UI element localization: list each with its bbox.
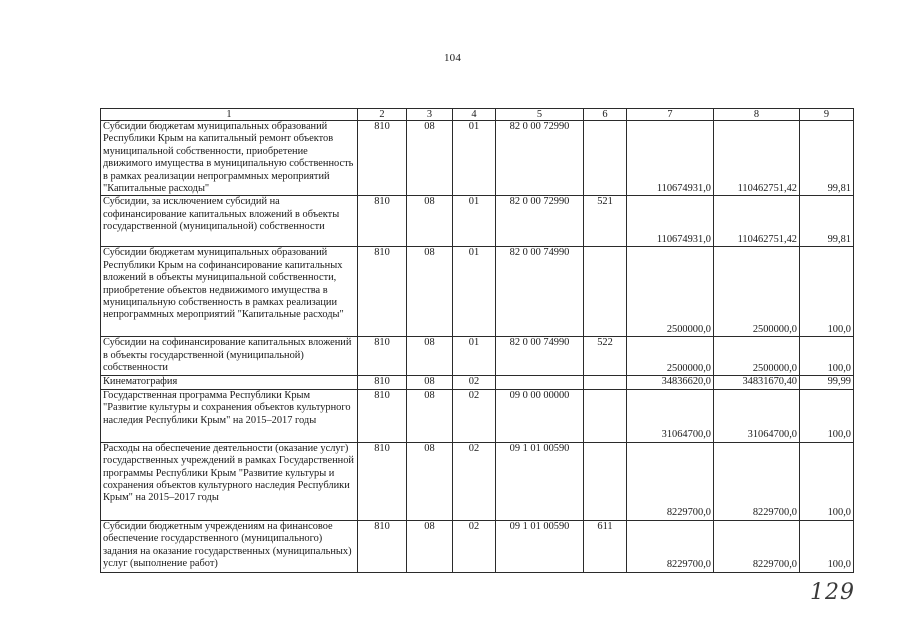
- column-header: 6: [584, 109, 627, 121]
- execution-percent: 99,99: [800, 376, 854, 389]
- row-name: Субсидии бюджетам муниципальных образований Республики Крым на софинансирование капитальных вложений в объекты муниципальной собственности, приобретение объектов недвижимого имущества в муниципальную собственность в рамках реализации непрограммных мероприятий "Капитальные расходы": [101, 247, 358, 337]
- section-code: 08: [407, 376, 453, 389]
- expense-type-code: [584, 247, 627, 337]
- ministry-code: 810: [358, 196, 407, 247]
- planned-amount: 2500000,0: [627, 337, 714, 376]
- section-code: 08: [407, 337, 453, 376]
- subsection-code: 02: [453, 442, 496, 520]
- budget-table: [100, 108, 854, 573]
- section-code: 08: [407, 442, 453, 520]
- expense-type-code: [584, 376, 627, 389]
- execution-percent: 100,0: [800, 389, 854, 442]
- column-header: 2: [358, 109, 407, 121]
- table-row: [101, 520, 854, 572]
- column-header: 5: [496, 109, 584, 121]
- ministry-code: 810: [358, 442, 407, 520]
- planned-amount: 2500000,0: [627, 247, 714, 337]
- expense-type-code: [584, 389, 627, 442]
- row-name: Субсидии на софинансирование капитальных вложений в объекты государственной (муниципальной) собственности: [101, 337, 358, 376]
- table-row: [101, 337, 854, 376]
- expense-type-code: 521: [584, 196, 627, 247]
- row-name: Кинематография: [101, 376, 358, 389]
- subsection-code: 01: [453, 247, 496, 337]
- expense-type-code: 522: [584, 337, 627, 376]
- subsection-code: 02: [453, 376, 496, 389]
- executed-amount: 2500000,0: [714, 337, 800, 376]
- ministry-code: 810: [358, 520, 407, 572]
- target-article-code: 82 0 00 74990: [496, 247, 584, 337]
- table-row: [101, 376, 854, 389]
- column-header: 7: [627, 109, 714, 121]
- target-article-code: 82 0 00 72990: [496, 121, 584, 196]
- executed-amount: 8229700,0: [714, 520, 800, 572]
- executed-amount: 31064700,0: [714, 389, 800, 442]
- column-header: 1: [101, 109, 358, 121]
- column-header: 4: [453, 109, 496, 121]
- column-header: 3: [407, 109, 453, 121]
- target-article-code: [496, 376, 584, 389]
- executed-amount: 110462751,42: [714, 196, 800, 247]
- row-name: Субсидии, за исключением субсидий на софинансирование капитальных вложений в объекты государственной (муниципальной) собственности: [101, 196, 358, 247]
- planned-amount: 8229700,0: [627, 520, 714, 572]
- section-code: 08: [407, 520, 453, 572]
- row-name: Расходы на обеспечение деятельности (оказание услуг) государственных учреждений в рамках Государственной программы Республики Крым "Развитие культуры и сохранения объектов культурного наследия Республики Крым" на 2015–2017 годы: [101, 442, 358, 520]
- column-header: 9: [800, 109, 854, 121]
- subsection-code: 02: [453, 520, 496, 572]
- expense-type-code: [584, 121, 627, 196]
- subsection-code: 01: [453, 337, 496, 376]
- planned-amount: 110674931,0: [627, 196, 714, 247]
- ministry-code: 810: [358, 389, 407, 442]
- section-code: 08: [407, 389, 453, 442]
- planned-amount: 110674931,0: [627, 121, 714, 196]
- subsection-code: 01: [453, 196, 496, 247]
- executed-amount: 2500000,0: [714, 247, 800, 337]
- column-number-row: [101, 109, 854, 121]
- table-row: [101, 389, 854, 442]
- ministry-code: 810: [358, 337, 407, 376]
- table-row: [101, 196, 854, 247]
- target-article-code: 82 0 00 72990: [496, 196, 584, 247]
- section-code: 08: [407, 121, 453, 196]
- executed-amount: 34831670,40: [714, 376, 800, 389]
- table-row: [101, 247, 854, 337]
- section-code: 08: [407, 196, 453, 247]
- row-name: Субсидии бюджетным учреждениям на финансовое обеспечение государственного (муниципального) задания на оказание государственных (муниципальных) услуг (выполнение работ): [101, 520, 358, 572]
- handwritten-page-number: 129: [810, 580, 855, 605]
- planned-amount: 31064700,0: [627, 389, 714, 442]
- subsection-code: 01: [453, 121, 496, 196]
- planned-amount: 8229700,0: [627, 442, 714, 520]
- execution-percent: 100,0: [800, 247, 854, 337]
- column-header: 8: [714, 109, 800, 121]
- table-row: [101, 442, 854, 520]
- ministry-code: 810: [358, 247, 407, 337]
- execution-percent: 99,81: [800, 196, 854, 247]
- subsection-code: 02: [453, 389, 496, 442]
- ministry-code: 810: [358, 121, 407, 196]
- execution-percent: 100,0: [800, 520, 854, 572]
- planned-amount: 34836620,0: [627, 376, 714, 389]
- target-article-code: 82 0 00 74990: [496, 337, 584, 376]
- executed-amount: 110462751,42: [714, 121, 800, 196]
- ministry-code: 810: [358, 376, 407, 389]
- table-row: [101, 121, 854, 196]
- page-number: 104: [443, 52, 462, 64]
- expense-type-code: [584, 442, 627, 520]
- row-name: Государственная программа Республики Крым "Развитие культуры и сохранения объектов культурного наследия Республики Крым" на 2015–2017 годы: [101, 389, 358, 442]
- execution-percent: 100,0: [800, 337, 854, 376]
- section-code: 08: [407, 247, 453, 337]
- execution-percent: 100,0: [800, 442, 854, 520]
- target-article-code: 09 0 00 00000: [496, 389, 584, 442]
- execution-percent: 99,81: [800, 121, 854, 196]
- expense-type-code: 611: [584, 520, 627, 572]
- target-article-code: 09 1 01 00590: [496, 520, 584, 572]
- executed-amount: 8229700,0: [714, 442, 800, 520]
- row-name: Субсидии бюджетам муниципальных образований Республики Крым на капитальный ремонт объектов муниципальной собственности, приобретение движимого имущества в муниципальную собственность в рамках реализации непрограммных мероприятий "Капитальные расходы": [101, 121, 358, 196]
- target-article-code: 09 1 01 00590: [496, 442, 584, 520]
